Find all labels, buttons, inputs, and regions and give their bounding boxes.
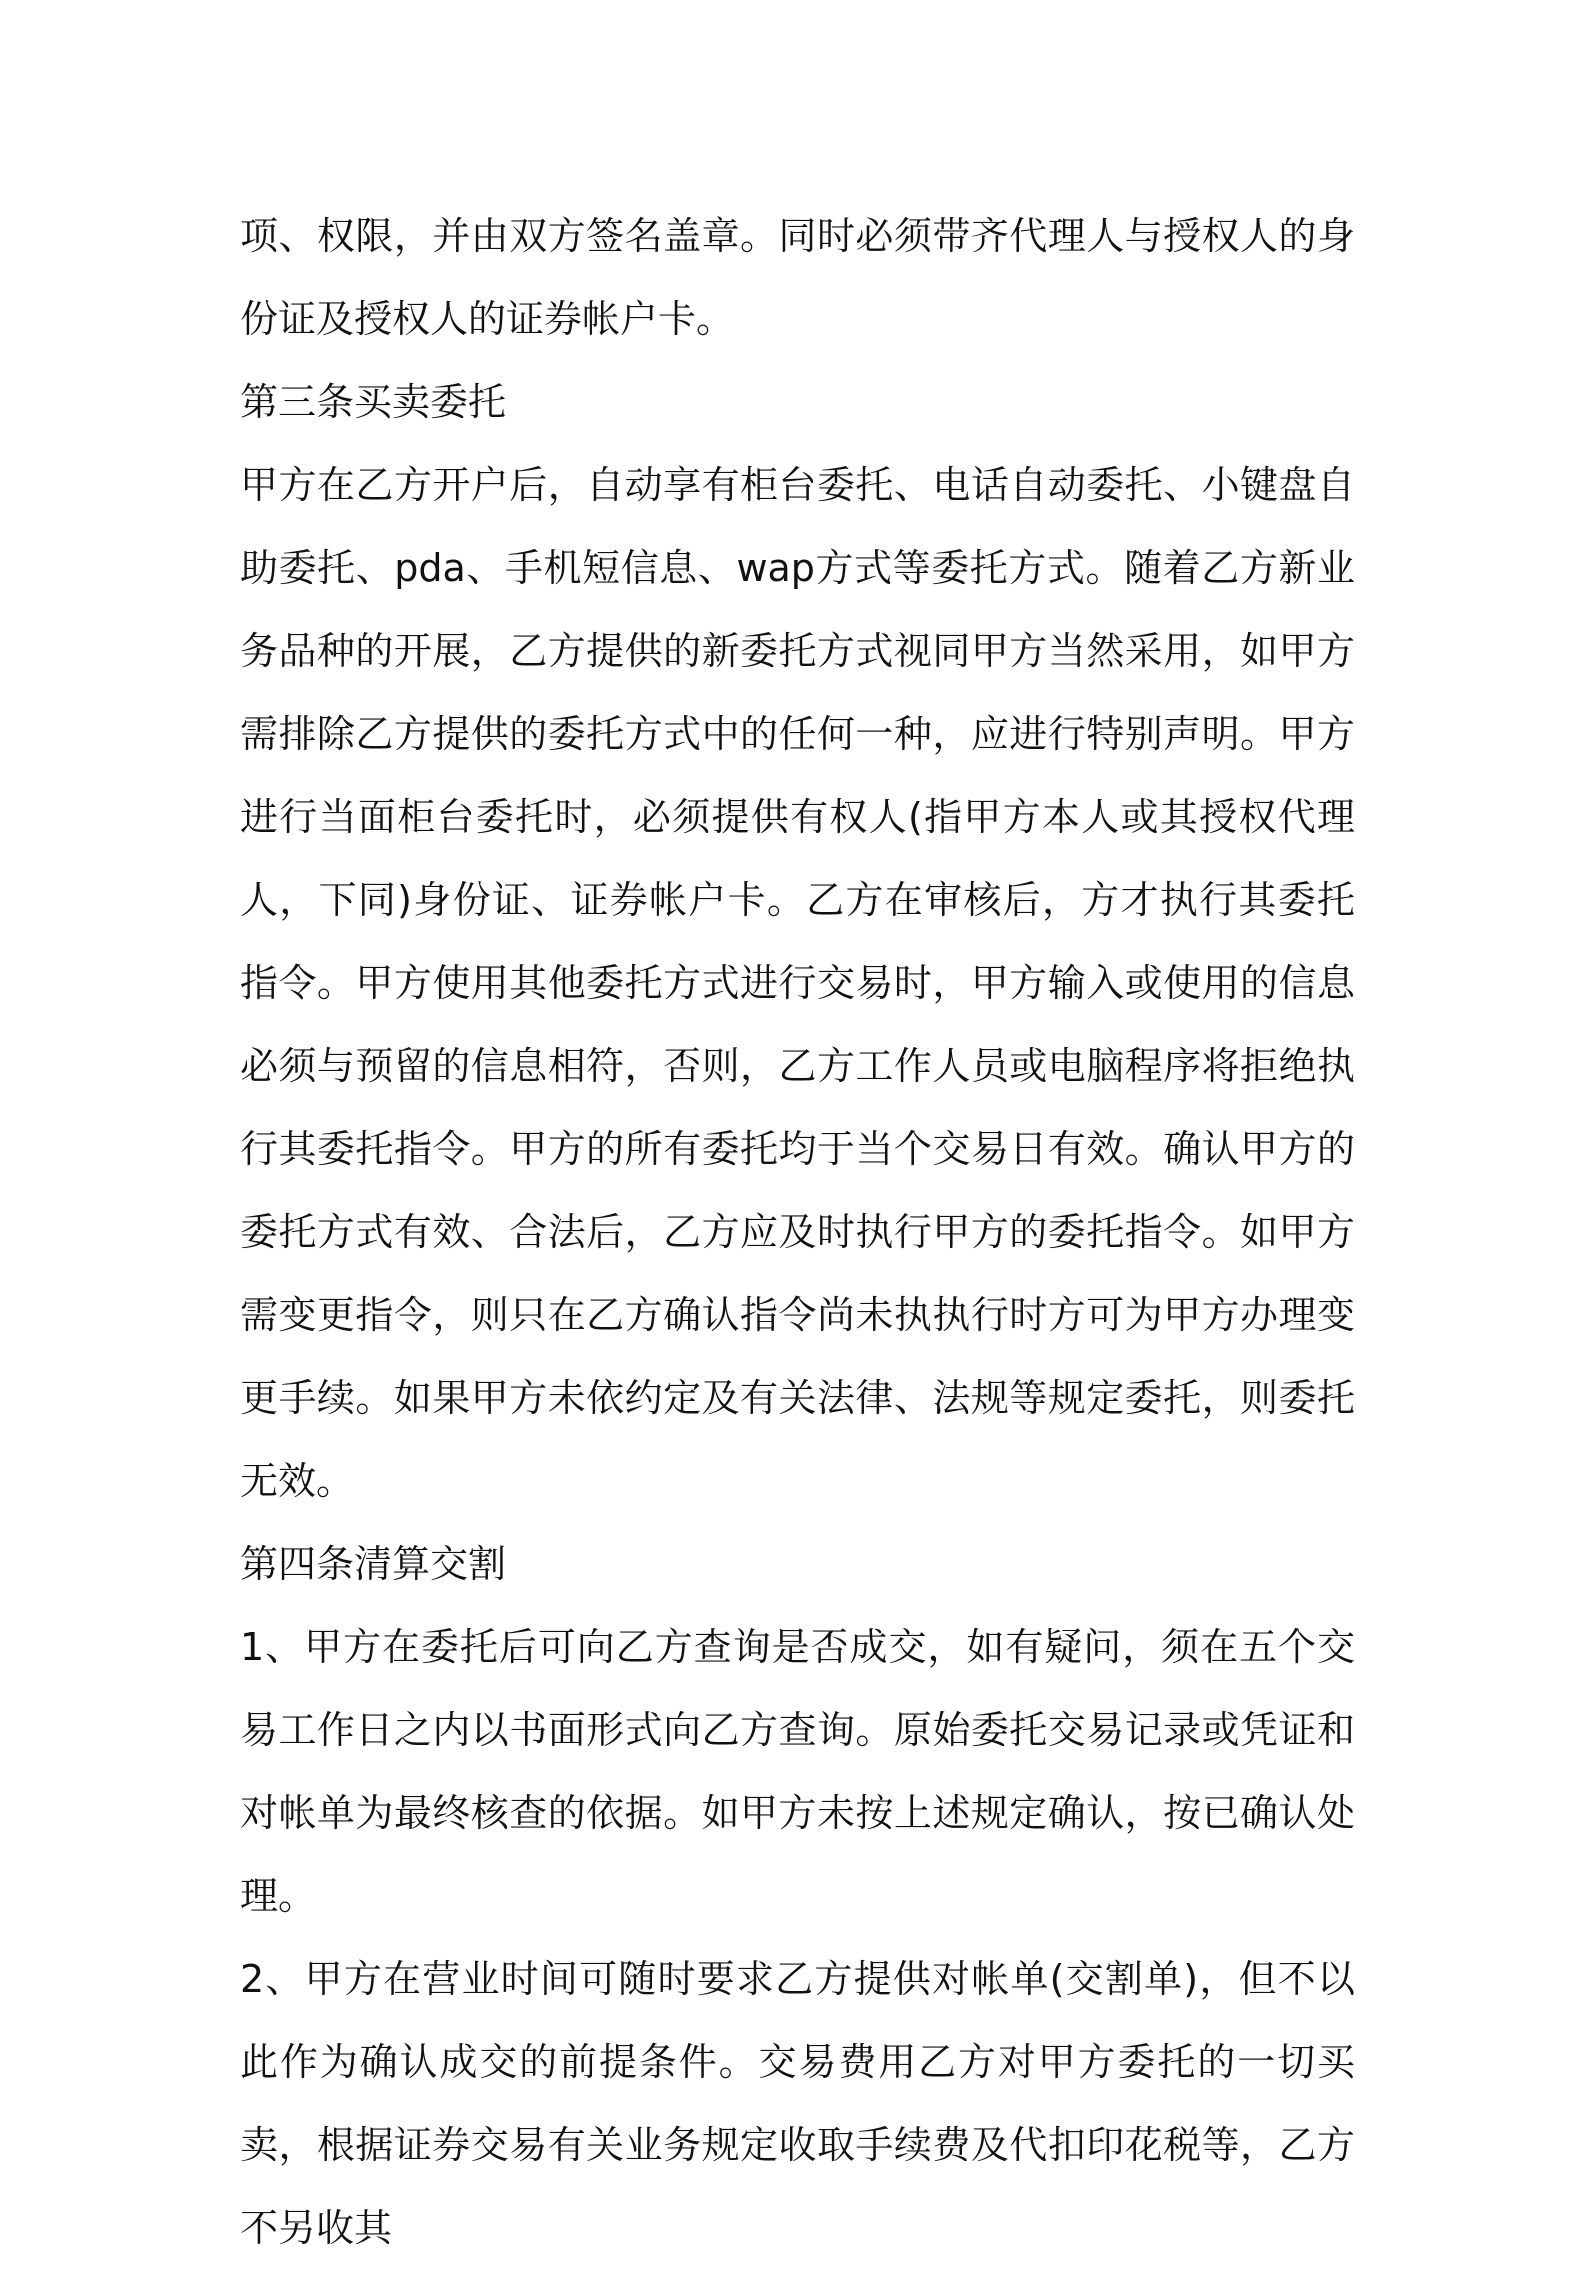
section-heading-article-3: 第三条买卖委托 (240, 380, 507, 424)
paragraph-continuation: 项、权限，并由双方签名盖章。同时必须带齐代理人与授权人的身份证及授权人的证券帐户卡。 (240, 214, 1355, 341)
paragraph-clearing-item-2: 2、甲方在营业时间可随时要求乙方提供对帐单(交割单)，但不以此作为确认成交的前提条件。交易费用乙方对甲方委托的一切买卖，根据证券交易有关业务规定收取手续费及代扣印花税等，乙方不另收其 (240, 1957, 1355, 2250)
section-heading-article-4: 第四条清算交割 (240, 1542, 507, 1586)
paragraph-trading-entrustment: 甲方在乙方开户后，自动享有柜台委托、电话自动委托、小键盘自助委托、pda、手机短信息、wap方式等委托方式。随着乙方新业务品种的开展，乙方提供的新委托方式视同甲方当然采用，如甲方需排除乙方提供的委托方式中的任何一种，应进行特别声明。甲方进行当面柜台委托时，必须提供有权人(指甲方本人或其授权代理人，下同)身份证、证券帐户卡。乙方在审核后，方才执行其委托指令。甲方使用其他委托方式进行交易时，甲方输入或使用的信息必须与预留的信息相符，否则，乙方工作人员或电脑程序将拒绝执行其委托指令。甲方的所有委托均于当个交易日有效。确认甲方的委托方式有效、合法后，乙方应及时执行甲方的委托指令。如甲方需变更指令，则只在乙方确认指令尚未执执行时方可为甲方办理变更手续。如果甲方未依约定及有关法律、法规等规定委托，则委托无效。 (240, 463, 1355, 1503)
document-body (240, 195, 1355, 2270)
paragraph-clearing-item-1: 1、甲方在委托后可向乙方查询是否成交，如有疑问，须在五个交易工作日之内以书面形式向乙方查询。原始委托交易记录或凭证和对帐单为最终核查的依据。如甲方未按上述规定确认，按已确认处理。 (240, 1625, 1355, 1918)
